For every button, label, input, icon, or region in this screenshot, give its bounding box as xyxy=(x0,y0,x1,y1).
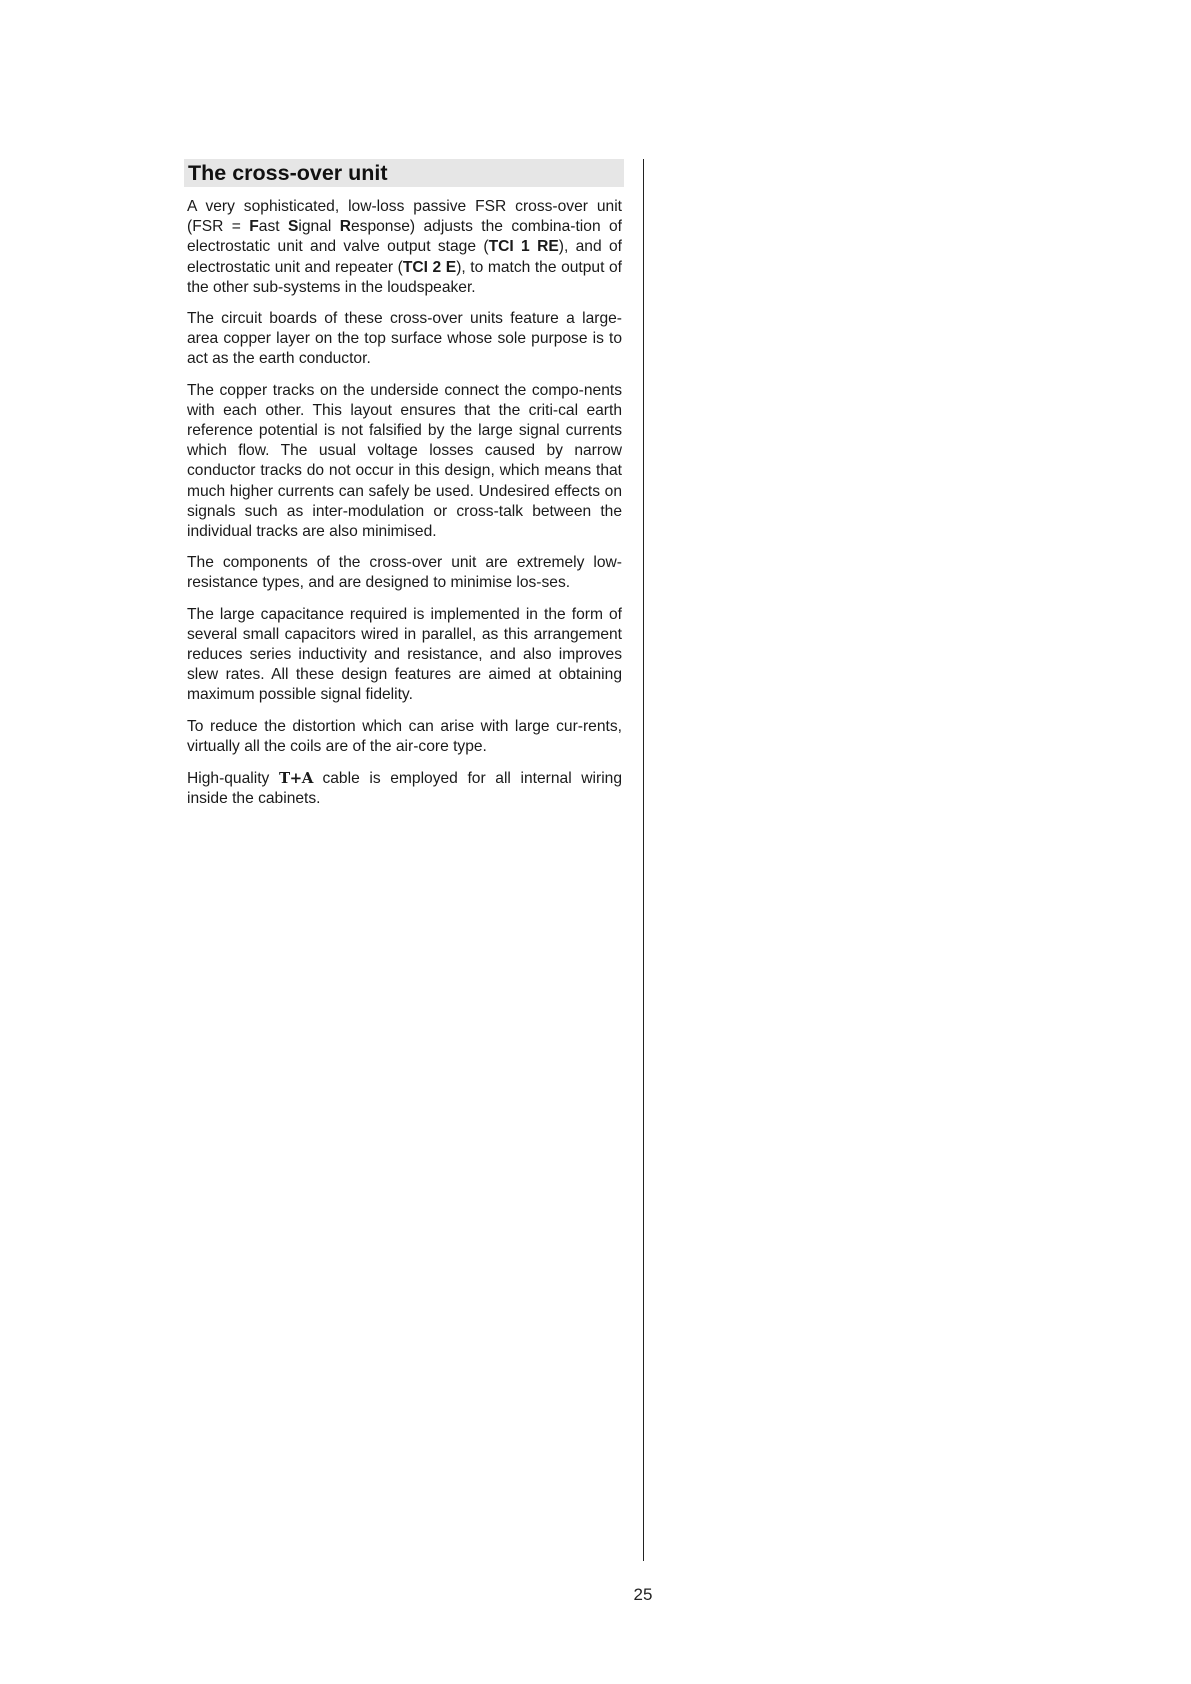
text-run: ), and of electrostatic unit and repeater ( xyxy=(187,238,623,276)
text-run: ), to match the output of the other sub-systems in the loudspeaker. xyxy=(187,258,623,296)
paragraph-copper-tracks: The copper tracks on the underside connect the compo-nents with each other. This layout ensures that the criti-cal earth reference potential is not falsified by the large signal currents which flow. The usual voltage losses caused by narrow conductor tracks do not occur in this design, which means that much higher currents can safely be used. Undesired effects on signals such as inter-modulation or cross-talk between the individual tracks are also minimised. xyxy=(187,381,622,541)
text-run: esponse) adjusts the combina-tion of electrostatic unit and valve output stage ( xyxy=(187,218,622,256)
bold-initial-f: F xyxy=(249,218,259,236)
paragraph-distortion: To reduce the distortion which can arise with large cur-rents, virtually all the coils are of the air-core type. xyxy=(187,717,622,755)
paragraph-cabling xyxy=(187,768,622,809)
page-number: 25 xyxy=(633,1585,653,1604)
model-tci-1-re: TCI 1 RE xyxy=(488,238,559,256)
content-column xyxy=(184,159,624,820)
text-run: A very sophisticated, low-loss passive FSR cross-over unit (FSR = xyxy=(187,198,622,236)
text-run: cable is employed for all internal wiring inside the cabinets. xyxy=(187,770,623,808)
text-run: ignal xyxy=(298,218,340,236)
paragraph-capacitance: The large capacitance required is implemented in the form of several small capacitors wired in parallel, as this arrangement reduces series inductivity and resistance, and also improves slew rates. All these design features are aimed at obtaining maximum possible signal fidelity. xyxy=(187,605,622,704)
text-run: ast xyxy=(258,218,288,236)
column-divider xyxy=(643,159,644,1561)
section-title: The cross-over unit xyxy=(188,161,388,185)
model-tci-2-e: TCI 2 E xyxy=(402,258,457,276)
bold-initial-r: R xyxy=(339,218,351,236)
paragraph-components: The components of the cross-over unit are extremely low-resistance types, and are designed to minimise los-ses. xyxy=(187,554,622,592)
paragraph-fsr xyxy=(187,197,622,298)
paragraph-circuit-boards: The circuit boards of these cross-over units feature a large-area copper layer on the top surface whose sole purpose is to act as the earth conductor. xyxy=(187,310,622,368)
bold-initial-s: S xyxy=(287,218,299,236)
brand-logo: T+A xyxy=(278,769,313,788)
section-heading-bar xyxy=(184,159,624,187)
text-run: High-quality xyxy=(187,770,279,788)
body-text xyxy=(184,197,624,809)
